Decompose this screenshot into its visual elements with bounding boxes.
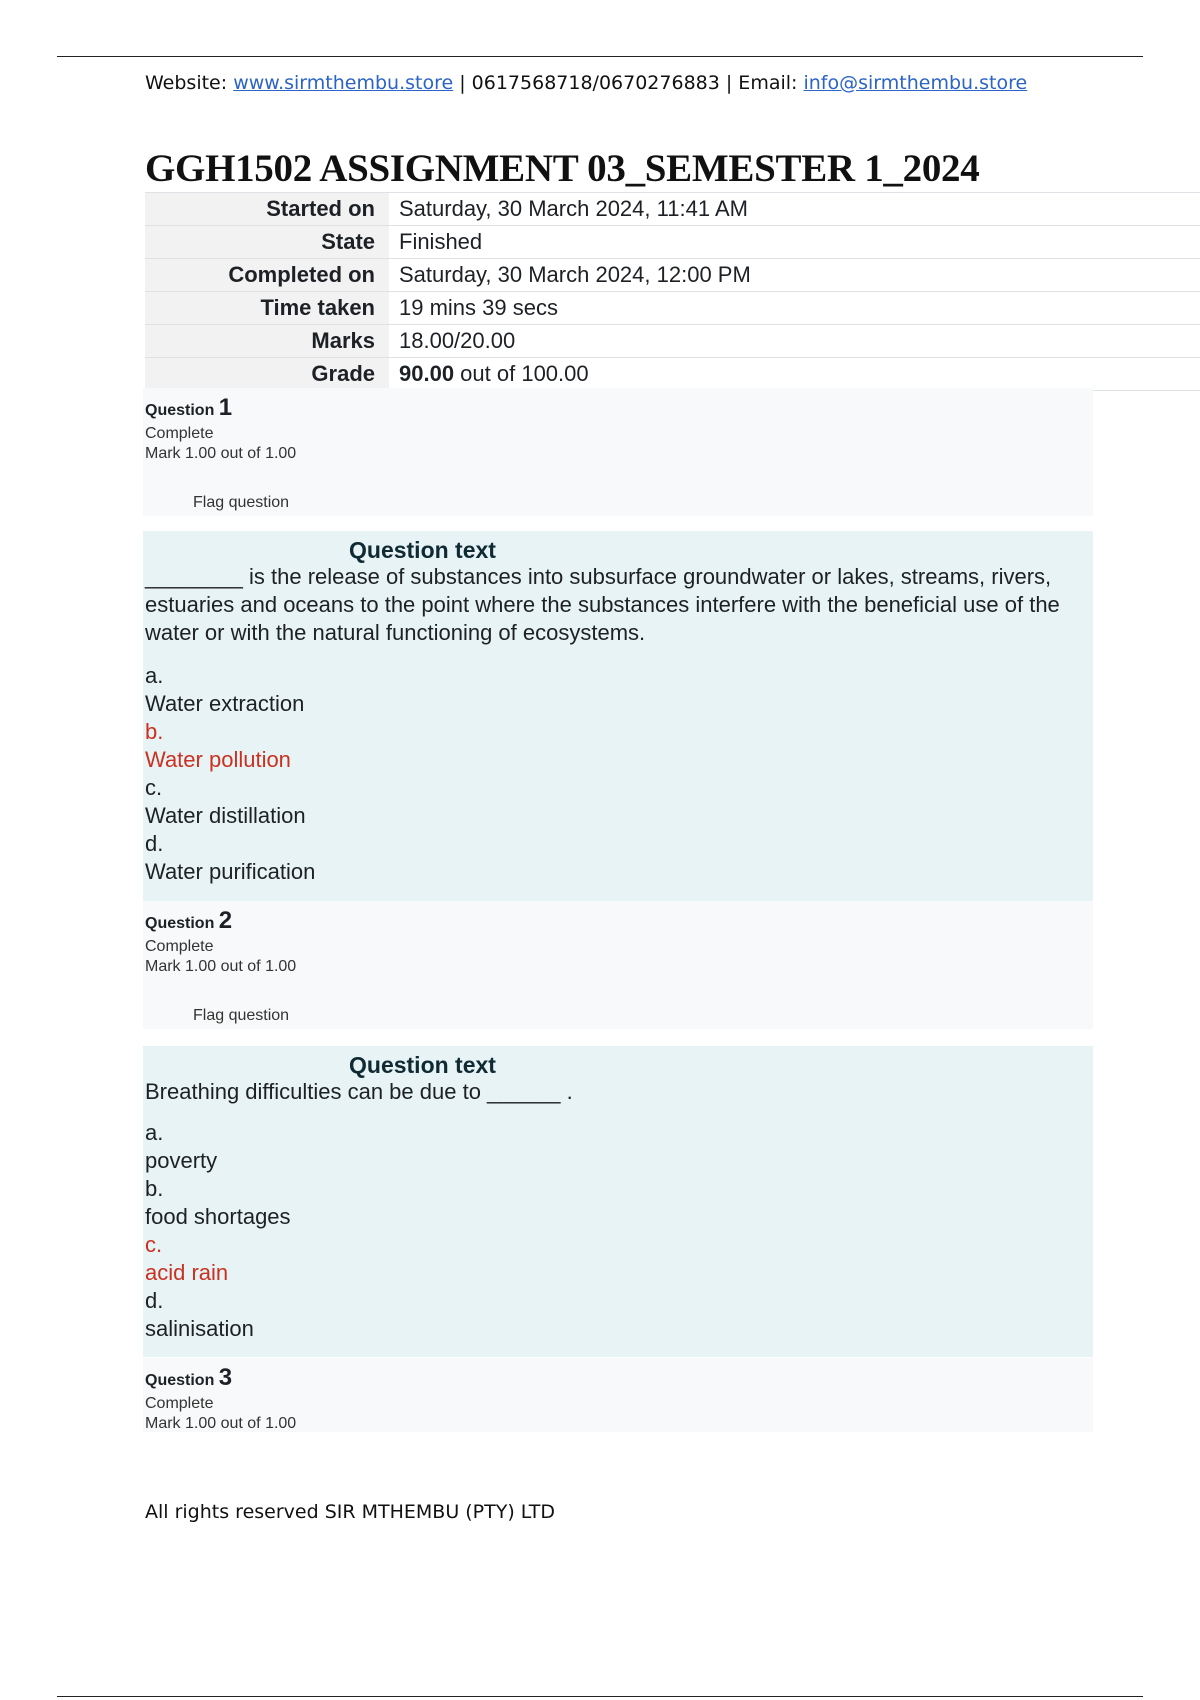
question-info-2 (143, 901, 1093, 1029)
flag-question-link[interactable]: Flag question (193, 1007, 290, 1024)
answer-option-a[interactable] (145, 662, 315, 718)
option-letter: c. (145, 775, 163, 800)
question-number (145, 394, 232, 422)
summary-value (389, 358, 1200, 391)
option-letter: c. (145, 1232, 163, 1257)
question-number (145, 907, 232, 935)
question-mark: Mark 1.00 out of 1.00 (145, 445, 297, 462)
answer-option-a[interactable] (145, 1119, 291, 1175)
option-text: Water distillation (145, 803, 306, 828)
question-number-value: 3 (218, 1364, 233, 1391)
summary-value: 18.00/20.00 (389, 325, 1200, 358)
document-footer: All rights reserved SIR MTHEMBU (PTY) LTD (145, 1501, 556, 1523)
grade-score: 90.00 (399, 361, 455, 386)
summary-label: Completed on (145, 259, 389, 292)
question-text-2 (143, 1046, 1093, 1357)
question-info-1 (143, 388, 1093, 516)
grade-out-of: out of 100.00 (454, 361, 589, 386)
option-text: Water purification (145, 859, 316, 884)
document-title: GGH1502 ASSIGNMENT 03_SEMESTER 1_2024 (145, 147, 980, 190)
email-link[interactable]: info@sirmthembu.store (803, 72, 1028, 94)
option-letter: b. (145, 719, 164, 744)
summary-value: 19 mins 39 secs (389, 292, 1200, 325)
summary-row-time (145, 292, 1200, 325)
summary-value: Saturday, 30 March 2024, 12:00 PM (389, 259, 1200, 292)
summary-label: Time taken (145, 292, 389, 325)
answer-option-b[interactable] (145, 1175, 291, 1231)
answer-option-c[interactable] (145, 1231, 291, 1287)
question-text-1 (143, 531, 1093, 901)
question-number-value: 1 (218, 394, 233, 421)
option-text: food shortages (145, 1204, 291, 1229)
answer-options (145, 1119, 291, 1343)
question-prefix: Question (145, 402, 219, 419)
question-prefix: Question (145, 915, 219, 932)
question-number (145, 1364, 232, 1392)
question-stem: Breathing difficulties can be due to ______ . (145, 1079, 573, 1104)
option-text: poverty (145, 1148, 218, 1173)
summary-label: Grade (145, 358, 389, 391)
answer-options (145, 662, 315, 886)
question-mark: Mark 1.00 out of 1.00 (145, 1415, 297, 1432)
question-number-value: 2 (218, 907, 233, 934)
website-label: Website: (145, 72, 228, 94)
summary-value: Saturday, 30 March 2024, 11:41 AM (389, 193, 1200, 226)
question-info-3 (143, 1358, 1093, 1432)
question-mark: Mark 1.00 out of 1.00 (145, 958, 297, 975)
option-text: Water extraction (145, 691, 305, 716)
summary-row-state (145, 226, 1200, 259)
summary-row-marks (145, 325, 1200, 358)
flag-question-link[interactable]: Flag question (193, 494, 290, 511)
top-rule (57, 56, 1143, 57)
question-state: Complete (145, 1395, 214, 1412)
option-text: acid rain (145, 1260, 229, 1285)
question-state: Complete (145, 938, 214, 955)
attempt-summary-table (145, 192, 1200, 391)
summary-label: State (145, 226, 389, 259)
question-text-heading: Question text (349, 1052, 496, 1078)
summary-row-grade (145, 358, 1200, 391)
question-state: Complete (145, 425, 214, 442)
option-letter: a. (145, 663, 164, 688)
answer-option-c[interactable] (145, 774, 315, 830)
option-letter: a. (145, 1120, 164, 1145)
summary-row-started (145, 193, 1200, 226)
answer-option-d[interactable] (145, 830, 315, 886)
question-stem: ________ is the release of substances into subsurface groundwater or lakes, streams, rivers, estuaries and oceans to the point where the substances interfere with the beneficial use of the water or with the natural functioning of ecosystems. (145, 564, 1060, 645)
answer-option-b[interactable] (145, 718, 315, 774)
option-text: Water pollution (145, 747, 291, 772)
document-header (145, 72, 1027, 94)
question-text-heading: Question text (349, 537, 496, 563)
website-link[interactable]: www.sirmthembu.store (233, 72, 454, 94)
option-text: salinisation (145, 1316, 254, 1341)
option-letter: b. (145, 1176, 164, 1201)
summary-value: Finished (389, 226, 1200, 259)
question-prefix: Question (145, 1372, 219, 1389)
answer-option-d[interactable] (145, 1287, 291, 1343)
summary-label: Marks (145, 325, 389, 358)
phone-numbers: | 0617568718/0670276883 | Email: (459, 72, 798, 94)
summary-label: Started on (145, 193, 389, 226)
option-letter: d. (145, 831, 164, 856)
summary-row-completed (145, 259, 1200, 292)
option-letter: d. (145, 1288, 164, 1313)
bottom-rule (57, 1696, 1143, 1697)
